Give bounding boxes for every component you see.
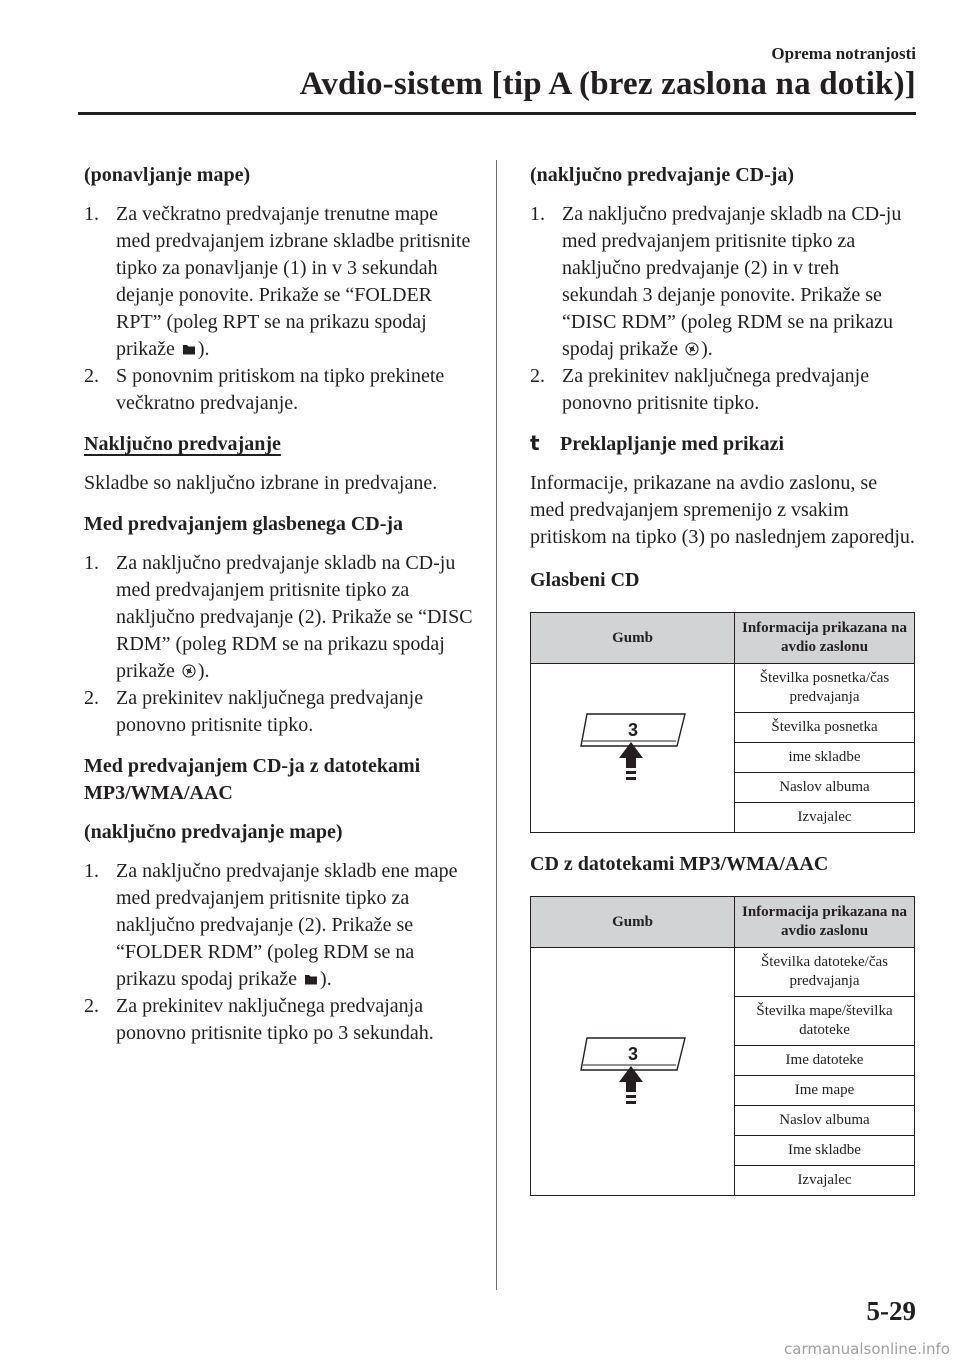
button-3-icon	[573, 708, 693, 788]
step-text-end: ).	[197, 338, 210, 360]
mp3-heading: Med predvajanjem CD-ja z datotekami MP3/WMA/AAC	[84, 755, 421, 804]
button-cell	[531, 948, 735, 1196]
list-item	[84, 993, 474, 1047]
list-item	[530, 201, 916, 363]
list-item	[84, 685, 474, 739]
page-title: Avdio-sistem [tip A (brez zaslona na dotik)]	[299, 66, 916, 102]
step-number: 1.	[84, 552, 99, 574]
info-cell: Ime skladbe	[735, 1136, 915, 1166]
info-cell: Številka mape/številka datoteke	[735, 997, 915, 1046]
button-label: 3	[627, 1043, 638, 1064]
info-cell: Ime datoteke	[735, 1046, 915, 1076]
step-text-end: ).	[701, 338, 713, 360]
info-cell: Ime mape	[735, 1076, 915, 1106]
mp3-cd-table	[530, 896, 915, 1196]
music-cd-heading: Med predvajanjem glasbenega CD-ja	[84, 513, 404, 535]
music-cd-table	[530, 612, 915, 833]
disc-icon	[685, 342, 699, 356]
step-number: 1.	[84, 203, 99, 225]
left-column	[84, 162, 474, 1061]
step-text: Za večkratno predvajanje trenutne mape med predvajanjem izbrane skladbe pritisnite tipko za ponavljanje (1) in v 3 sekundah dejanje ponovite. Prikaže se “FOLDER RPT” (poleg RPT se na prikazu spodaj prikaže	[116, 203, 471, 360]
list-item	[84, 363, 474, 417]
list-item	[530, 363, 916, 417]
column-header-info: Informacija prikazana na avdio zaslonu	[735, 897, 915, 948]
step-number: 2.	[84, 687, 99, 709]
step-number: 1.	[84, 860, 99, 882]
button-label: 3	[627, 720, 638, 740]
step-text: Za prekinitev naključnega predvajanje ponovno pritisnite tipko.	[562, 365, 870, 414]
info-cell: ime skladbe	[735, 743, 915, 773]
folder-icon	[304, 972, 318, 986]
step-number: 2.	[530, 365, 545, 387]
table-row	[531, 948, 915, 997]
column-header-button: Gumb	[531, 613, 735, 664]
step-text: S ponovnim pritiskom na tipko prekinete večkratno predvajanje.	[116, 365, 445, 414]
switch-display-heading	[530, 431, 916, 456]
step-text-end: ).	[197, 660, 210, 682]
music-cd-steps	[84, 550, 474, 739]
column-header-info: Informacija prikazana na avdio zaslonu	[735, 613, 915, 664]
music-cd-label: Glasbeni CD	[530, 569, 640, 591]
info-cell: Izvajalec	[735, 803, 915, 833]
random-intro: Skladbe so naključno izbrane in predvajane.	[84, 472, 438, 494]
button-3-icon	[573, 1032, 693, 1112]
table-header-row	[531, 613, 915, 664]
folder-repeat-title: (ponavljanje mape)	[84, 164, 251, 186]
cd-random-title: (naključno predvajanje CD-ja)	[530, 164, 795, 186]
right-column	[530, 162, 916, 1214]
folder-random-steps	[84, 858, 474, 1047]
step-text-end: ).	[320, 968, 332, 990]
step-number: 1.	[530, 203, 545, 225]
disc-icon	[182, 664, 196, 678]
button-cell	[531, 664, 735, 833]
step-text: Za naključno predvajanje skladb ene mape med predvajanjem pritisnite tipko za naključno predvajanje (2). Prikaže se “FOLDER RDM” (poleg RDM se na prikazu spodaj prikaže	[116, 860, 458, 990]
column-divider	[496, 160, 497, 1290]
info-cell: Številka datoteke/čas predvajanja	[735, 948, 915, 997]
header-rule	[78, 112, 916, 115]
list-item	[84, 858, 474, 993]
step-number: 2.	[84, 995, 99, 1017]
list-item	[84, 201, 474, 363]
switch-heading-text: Preklapljanje med prikazi	[560, 433, 785, 455]
step-text: Za prekinitev naključnega predvajanje ponovno pritisnite tipko.	[116, 687, 424, 736]
section-title: Oprema notranjosti	[771, 44, 916, 63]
step-text: Za naključno predvajanje skladb na CD-ju med predvajanjem pritisnite tipko za naključno predvajanje (2) in v treh sekundah 3 dejanje ponovite. Prikaže se “DISC RDM” (poleg RDM se na prikazu spodaj prikaže	[562, 203, 902, 360]
step-number: 2.	[84, 365, 99, 387]
page-number: 5-29	[866, 1296, 916, 1326]
cd-random-steps	[530, 201, 916, 417]
section-marker: t	[530, 431, 540, 455]
mp3-cd-label: CD z datotekami MP3/WMA/AAC	[530, 853, 829, 875]
info-cell: Naslov albuma	[735, 773, 915, 803]
folder-icon	[182, 342, 196, 356]
info-cell: Številka posnetka/čas predvajanja	[735, 664, 915, 713]
folder-random-title: (naključno predvajanje mape)	[84, 821, 343, 843]
watermark: carmanualsonline.info	[784, 1340, 950, 1358]
switch-text: Informacije, prikazane na avdio zaslonu, se med predvajanjem spremenijo z vsakim pritiskom na tipko (3) po naslednjem zaporedju.	[530, 472, 915, 548]
info-cell: Številka posnetka	[735, 713, 915, 743]
column-header-button: Gumb	[531, 897, 735, 948]
list-item	[84, 550, 474, 685]
step-text: Za prekinitev naključnega predvajanja ponovno pritisnite tipko po 3 sekundah.	[116, 995, 434, 1044]
table-row	[531, 664, 915, 713]
folder-repeat-steps	[84, 201, 474, 417]
info-cell: Izvajalec	[735, 1166, 915, 1196]
step-text: Za naključno predvajanje skladb na CD-ju med predvajanjem pritisnite tipko za naključno predvajanje (2). Prikaže se “DISC RDM” (poleg RDM se na prikazu spodaj prikaže	[116, 552, 473, 682]
table-header-row	[531, 897, 915, 948]
random-heading: Naključno predvajanje	[84, 433, 281, 455]
info-cell: Naslov albuma	[735, 1106, 915, 1136]
